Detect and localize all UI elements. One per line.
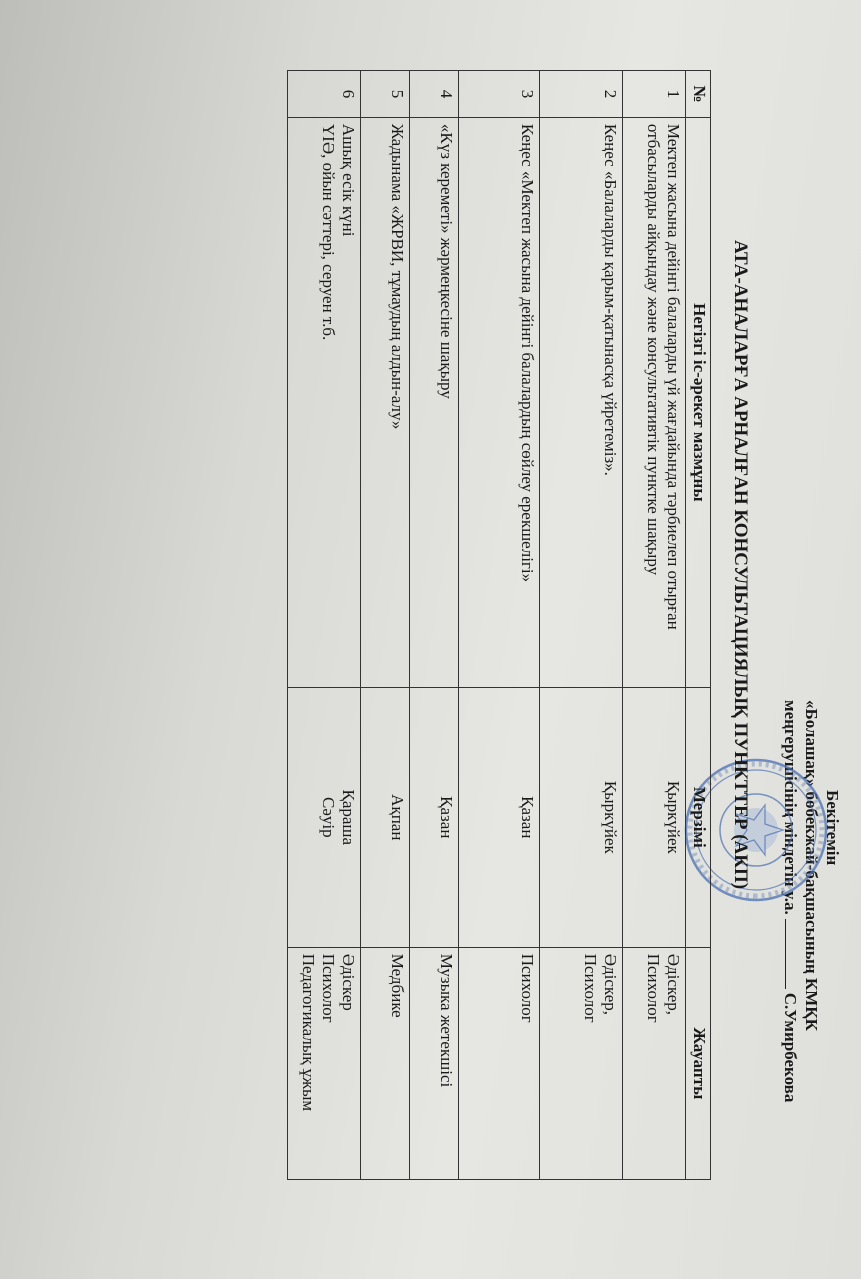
row-responsible bbox=[540, 947, 623, 1179]
approval-line-2: «Болашақ» бөбекжай-бақшасының КМҚК bbox=[802, 700, 821, 1031]
responsible-line: Психолог bbox=[319, 953, 338, 1023]
row-responsible: Музыка жетекшісі bbox=[410, 947, 459, 1179]
table-row bbox=[459, 71, 540, 1180]
table-header-row bbox=[686, 71, 711, 1180]
row-term: Қыркүйек bbox=[623, 687, 686, 947]
row-activity bbox=[288, 117, 361, 687]
table-row bbox=[410, 71, 459, 1180]
row-activity: Кеңес «Мектеп жасына дейінгі балалардың сөйлеу ерекшелігі» bbox=[459, 117, 540, 687]
row-responsible bbox=[288, 947, 361, 1179]
row-term: Ақпан bbox=[361, 687, 410, 947]
responsible-line: Әдіскер, bbox=[601, 953, 620, 1016]
activity-line: Ашық есік күні bbox=[339, 123, 358, 237]
row-activity: Жадынама «ЖРВИ, тұмаудың алдын-алу» bbox=[361, 117, 410, 687]
document-title: АТА-АНАЛАРҒА АРНАЛҒАН КОНСУЛЬТАЦИЯЛЫҚ ПУНКТТЕР (АКП) bbox=[730, 240, 751, 890]
row-term: Қазан bbox=[410, 687, 459, 947]
header-term: Мерзімі bbox=[686, 687, 711, 947]
approval-name: С.Умирбекова bbox=[781, 992, 800, 1103]
signature-line bbox=[785, 919, 786, 989]
header-no: № bbox=[686, 71, 711, 118]
activity-line: ҮІӘ, ойын сәттері, серуен т.б. bbox=[319, 123, 338, 341]
header-responsible: Жауапты bbox=[686, 947, 711, 1179]
approval-line-1: Бекітемін bbox=[823, 790, 842, 866]
consultation-table bbox=[287, 70, 711, 1180]
row-responsible: Медбике bbox=[361, 947, 410, 1179]
table-row bbox=[288, 71, 361, 1180]
row-term: Қыркүйек bbox=[540, 687, 623, 947]
responsible-line: Әдіскер, bbox=[664, 953, 683, 1016]
row-number: 4 bbox=[410, 71, 459, 118]
header-activity: Негізгі іс-әрекет мазмұны bbox=[686, 117, 711, 687]
row-number: 6 bbox=[288, 71, 361, 118]
row-activity: «Күз кереметі» жәрмеңкесіне шақыру bbox=[410, 117, 459, 687]
table-row bbox=[540, 71, 623, 1180]
row-term: Қазан bbox=[459, 687, 540, 947]
row-number: 1 bbox=[623, 71, 686, 118]
table-row bbox=[623, 71, 686, 1180]
row-number: 2 bbox=[540, 71, 623, 118]
row-responsible: Психолог bbox=[459, 947, 540, 1179]
row-term bbox=[288, 687, 361, 947]
term-line: Қараша bbox=[339, 789, 358, 846]
row-responsible bbox=[623, 947, 686, 1179]
approval-role: меңгерушісінің міндетін у.а. bbox=[781, 700, 800, 915]
row-activity: Мектеп жасына дейінгі балаларды үй жағдайында тәрбиелеп отырған отбасыларды айқындау және консультативтік пунктке шақыру bbox=[623, 117, 686, 687]
term-line: Сәуір bbox=[319, 796, 338, 838]
row-activity: Кеңес «Балаларды қарым-қатынасқа үйретеміз». bbox=[540, 117, 623, 687]
responsible-line: Педагогикалық ұжым bbox=[299, 953, 318, 1112]
responsible-line: Психолог bbox=[644, 953, 663, 1023]
row-number: 5 bbox=[361, 71, 410, 118]
row-number: 3 bbox=[459, 71, 540, 118]
responsible-line: Психолог bbox=[581, 953, 600, 1023]
responsible-line: Әдіскер bbox=[339, 953, 358, 1011]
table-row bbox=[361, 71, 410, 1180]
